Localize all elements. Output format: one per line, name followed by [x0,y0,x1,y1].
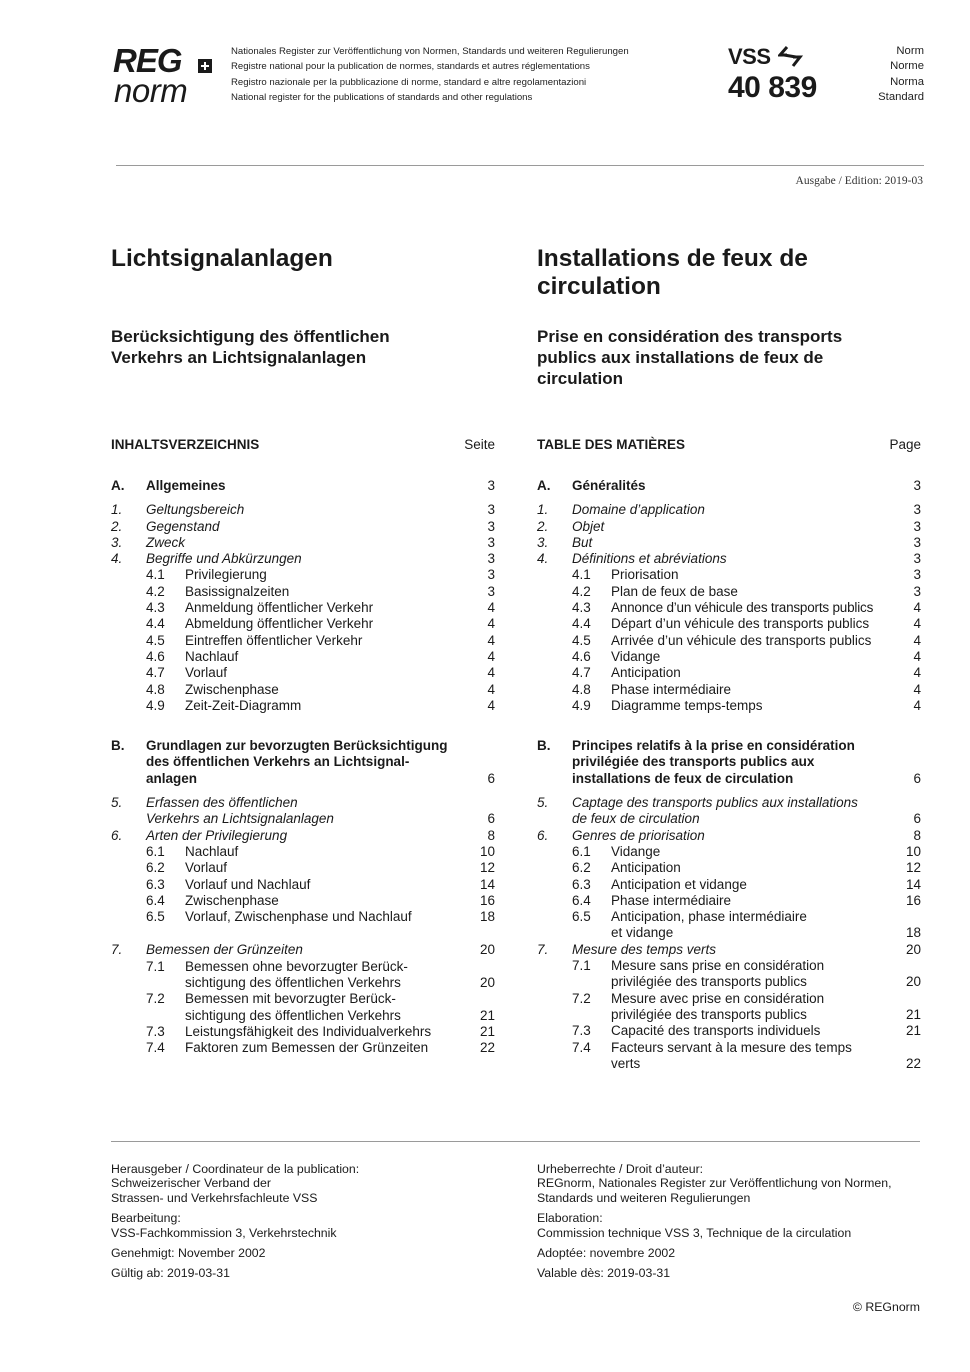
toc-page-label: Page [889,437,921,452]
subtitle-french: Prise en considération des transports publics aux installations de feux de circulation [537,327,843,388]
toc-subitem: 6.1 Nachlauf 10 [146,843,495,859]
toc-section-a: A. Allgemeines 3 [111,478,495,493]
copyright-mark: © REGnorm [852,1300,920,1314]
toc-item: 7. Bemessen der Grünzeiten 20 [111,942,495,958]
header-divider [116,165,924,166]
toc-section-b: B. Principes relatifs à la prise en considération privilégiée des transports publics aux installations de feux de circulation 6 [537,738,921,786]
logo-reg-text: REG [113,42,182,79]
toc-subitem: 7.1 Mesure sans prise en considération privilégiée des transports publics 20 [572,958,921,990]
toc-french [537,478,921,1072]
title-german: Lichtsignalanlagen [111,245,333,272]
toc-subitem: 6.2 Vorlauf 12 [146,860,495,876]
subtitle-german: Berücksichtigung des öffentlichen Verkehrs an Lichtsignalanlagen [111,327,390,367]
register-line-fr: Registre national pour la publication de normes, standards et autres réglementations [231,61,590,73]
logo-norm-text: norm [114,72,188,109]
elaboration-label: Elaboration: [537,1211,603,1226]
edition-date: Ausgabe / Edition: 2019-03 [795,175,923,187]
toc-subitem: 6.5 Vorlauf, Zwischenphase und Nachlauf 18 [146,909,495,925]
toc-subitem: 7.1 Bemessen ohne bevorzugter Berück-sichtigung des öffentlichen Verkehrs 20 [146,958,495,991]
toc-heading: INHALTSVERZEICHNIS [111,437,260,452]
toc-item: 3. Zweck 3 [111,534,495,550]
toc-subitem: 7.2 Mesure avec prise en considération privilégiée des transports publics 21 [572,990,921,1022]
footer-copyright [537,1162,927,1287]
toc-german [111,478,495,1057]
publisher-line: Strassen- und Verkehrsfachleute VSS [111,1190,318,1205]
toc-subitem: 6.3 Vorlauf und Nachlauf 14 [146,876,495,892]
toc-header-french [537,437,921,457]
register-line-en: National register for the publications of standards and other regulations [231,91,533,103]
register-description [231,44,629,105]
editing-label: Bearbeitung: [111,1211,181,1226]
vss-logo [728,44,838,104]
toc-section-a: A. Généralités 3 [537,478,921,493]
adopted-date: Adoptée: novembre 2002 [537,1246,676,1261]
valid-from-date: Gültig ab: 2019-03-31 [111,1266,230,1281]
toc-subitem: 7.3 Leistungsfähigkeit des Individualverkehrs 21 [146,1023,495,1039]
register-line-de: Nationales Register zur Veröffentlichung von Normen, Standards und weiteren Regulierungen [231,46,629,57]
toc-subitem: 4.2 Plan de feux de base 3 [572,583,921,599]
elaboration-value: Commission technique VSS 3, Technique de la circulation [537,1225,852,1240]
valid-from-date: Valable dès: 2019-03-31 [537,1266,671,1281]
norm-label-it: Norma [890,75,924,88]
toc-subitem: 4.3 Annonce d’un véhicule des transports publics 4 [572,600,921,616]
toc-subitem: 6.1 Vidange 10 [572,843,921,859]
toc-item: 1. Domaine d’application 3 [537,502,921,518]
norm-labels [878,44,924,105]
toc-subitem: 6.3 Anticipation et vidange 14 [572,876,921,892]
toc-item: 7. Mesure des temps verts 20 [537,941,921,957]
toc-subitem: 7.3 Capacité des transports individuels 21 [572,1023,921,1039]
toc-subitem: 4.5 Eintreffen öffentlicher Verkehr 4 [146,632,495,648]
toc-subitem: 6.4 Zwischenphase 16 [146,892,495,908]
toc-item: 5. Captage des transports publics aux installations de feux de circulation 6 [537,795,921,827]
toc-subitem: 4.1 Priorisation 3 [572,567,921,583]
copyright-line: Standards und weiteren Regulierungen [537,1190,751,1205]
toc-item: 4. Begriffe und Abkürzungen 3 [111,551,495,567]
toc-item: 6. Arten der Privilegierung 8 [111,827,495,843]
toc-subitem: 4.1 Privilegierung 3 [146,567,495,583]
toc-item: 2. Gegenstand 3 [111,518,495,534]
footer-publisher [111,1162,511,1287]
regnorm-logo [113,44,218,108]
toc-subitem: 4.3 Anmeldung öffentlicher Verkehr 4 [146,600,495,616]
standard-number: 40 839 [728,71,817,104]
title-french: Installations de feux de circulation [537,245,808,300]
vss-arrows-icon [778,45,804,69]
copyright-line: REGnorm, Nationales Register zur Veröffentlichung von Normen, [537,1176,892,1191]
toc-page-label: Seite [464,437,495,452]
toc-header-german [111,437,495,457]
norm-label-de: Norm [896,45,924,57]
footer-divider [111,1141,920,1142]
swiss-cross-icon [198,59,212,73]
norm-label-en: Standard [878,90,924,103]
toc-subitem: 4.2 Basissignalzeiten 3 [146,583,495,599]
toc-subitem: 6.5 Anticipation, phase intermédiaire et vidange 18 [572,909,921,941]
toc-subitem: 4.9 Zeit-Zeit-Diagramm 4 [146,697,495,713]
toc-item: 1. Geltungsbereich 3 [111,502,495,518]
register-line-it: Registro nazionale per la pubblicazione di norme, standard e altre regolamentazioni [231,76,587,88]
norm-label-fr: Norme [890,60,924,73]
toc-subitem: 4.6 Nachlauf 4 [146,648,495,664]
vss-word: VSS [728,44,771,69]
copyright-label: Urheberrechte / Droit d’auteur: [537,1162,704,1176]
toc-subitem: 4.9 Diagramme temps-temps 4 [572,697,921,713]
toc-subitem: 6.2 Anticipation 12 [572,860,921,876]
editing-value: VSS-Fachkommission 3, Verkehrstechnik [111,1225,337,1240]
toc-item: 5. Erfassen des öffentlichen Verkehrs an Lichtsignalanlagen 6 [111,795,495,827]
toc-subitem: 4.7 Vorlauf 4 [146,665,495,681]
column-french [537,245,921,1071]
toc-subitem: 7.2 Bemessen mit bevorzugter Berück-sichtigung des öffentlichen Verkehrs 21 [146,991,495,1023]
toc-subitem: 7.4 Facteurs servant à la mesure des temps verts 22 [572,1039,921,1071]
publisher-label: Herausgeber / Coordinateur de la publication: [111,1162,360,1176]
toc-subitem: 4.7 Anticipation 4 [572,665,921,681]
toc-subitem: 4.5 Arrivée d’un véhicule des transports publics 4 [572,632,921,648]
toc-heading: TABLE DES MATIÈRES [537,437,686,452]
toc-subitem: 4.4 Départ d’un véhicule des transports publics 4 [572,616,921,632]
toc-subitem: 6.4 Phase intermédiaire 16 [572,892,921,908]
toc-item: 3. But 3 [537,534,921,550]
toc-item: 4. Définitions et abréviations 3 [537,551,921,567]
column-german [111,245,495,1056]
toc-subitem: 4.6 Vidange 4 [572,648,921,664]
toc-item: 6. Genres de priorisation 8 [537,827,921,843]
approved-date: Genehmigt: November 2002 [111,1246,266,1261]
toc-section-b: B. Grundlagen zur bevorzugten Berücksichtigung des öffentlichen Verkehrs an Lichtsignal-anlagen 6 [111,738,495,786]
toc-subitem: 7.4 Faktoren zum Bemessen der Grünzeiten 22 [146,1040,495,1056]
toc-subitem: 4.4 Abmeldung öffentlicher Verkehr 4 [146,616,495,632]
publisher-line: Schweizerischer Verband der [111,1176,271,1191]
toc-item: 2. Objet 3 [537,518,921,534]
toc-subitem: 4.8 Phase intermédiaire 4 [572,681,921,697]
toc-subitem: 4.8 Zwischenphase 4 [146,681,495,697]
